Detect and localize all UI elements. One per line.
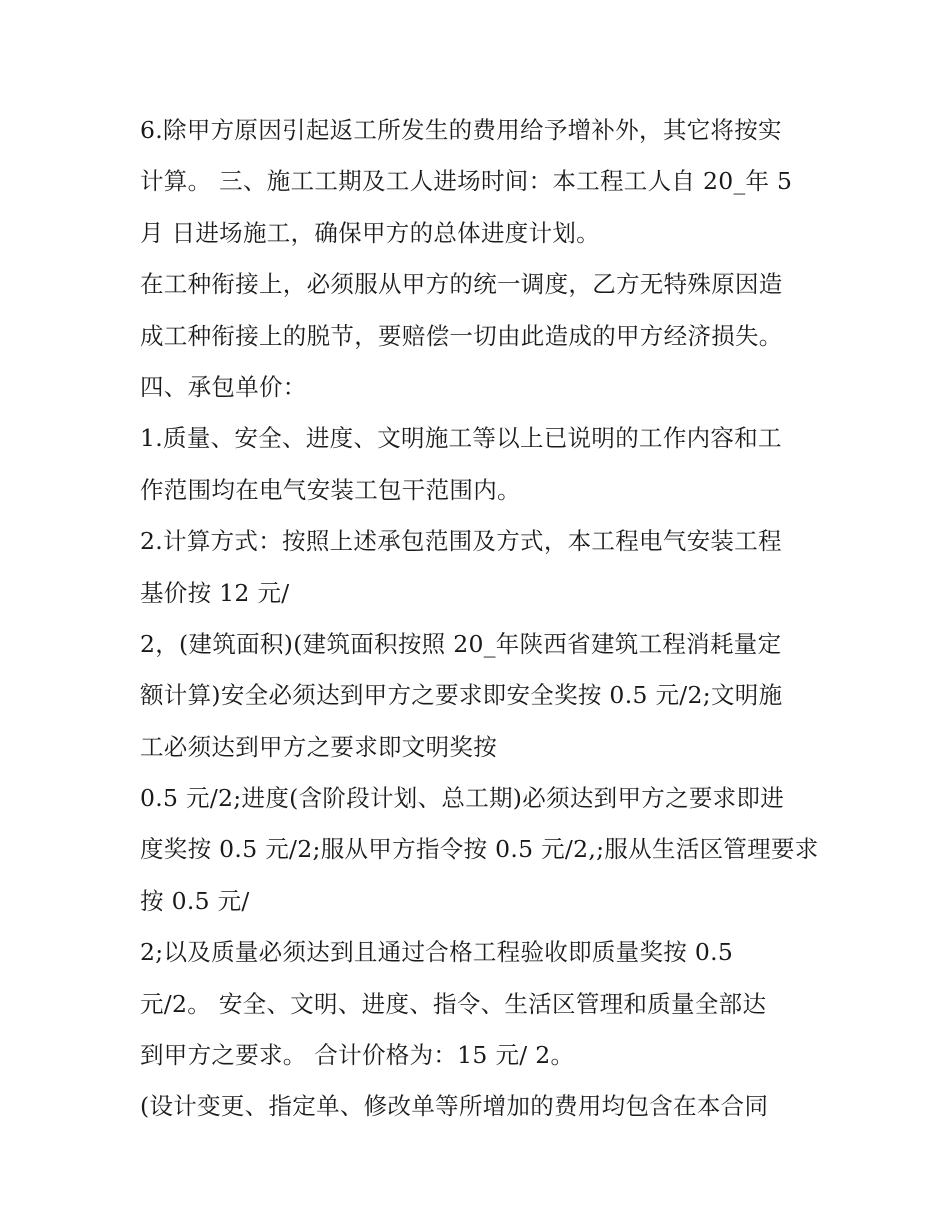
contract-text [140, 105, 820, 1133]
section-heading: 四、承包单价： [140, 372, 307, 401]
text-line: 计算。 三、施工工期及工人进场时间：本工程工人自 20_年 5 [140, 167, 793, 196]
text-line: 按 0.5 元/ [140, 886, 250, 915]
text-line: 到甲方之要求。 合计价格为：15 元/ 2。 [140, 1041, 575, 1070]
text-line: 0.5 元/2;进度(含阶段计划、总工期)必须达到甲方之要求即进 [140, 784, 785, 813]
text-line: 2;以及质量必须达到且通过合格工程验收即质量奖按 0.5 [140, 938, 734, 967]
text-line: 在工种衔接上，必须服从甲方的统一调度，乙方无特殊原因造 [140, 270, 783, 299]
text-line: 额计算)安全必须达到甲方之要求即安全奖按 0.5 元/2;文明施 [140, 681, 783, 710]
text-line: 1.质量、安全、进度、文明施工等以上已说明的工作内容和工 [140, 424, 782, 453]
text-line: 2.计算方式：按照上述承包范围及方式，本工程电气安装工程 [140, 527, 782, 556]
text-line: (设计变更、指定单、修改单等所增加的费用均包含在本合同 [140, 1092, 769, 1121]
text-line: 基价按 12 元/ [140, 578, 290, 607]
text-line: 月 日进场施工，确保甲方的总体进度计划。 [140, 218, 600, 247]
text-line: 度奖按 0.5 元/2;服从甲方指令按 0.5 元/2,;服从生活区管理要求 [140, 835, 819, 864]
text-line: 6.除甲方原因引起返工所发生的费用给予增补外，其它将按实 [140, 116, 782, 144]
text-line: 工必须达到甲方之要求即文明奖按 [140, 732, 497, 761]
text-line: 成工种衔接上的脱节，要赔偿一切由此造成的甲方经济损失。 [140, 321, 783, 350]
text-line: 元/2。 安全、文明、进度、指令、生活区管理和质量全部达 [140, 989, 767, 1018]
text-line: 作范围均在电气安装工包干范围内。 [140, 475, 521, 504]
text-line: 2，(建筑面积)(建筑面积按照 20_年陕西省建筑工程消耗量定 [140, 629, 782, 658]
